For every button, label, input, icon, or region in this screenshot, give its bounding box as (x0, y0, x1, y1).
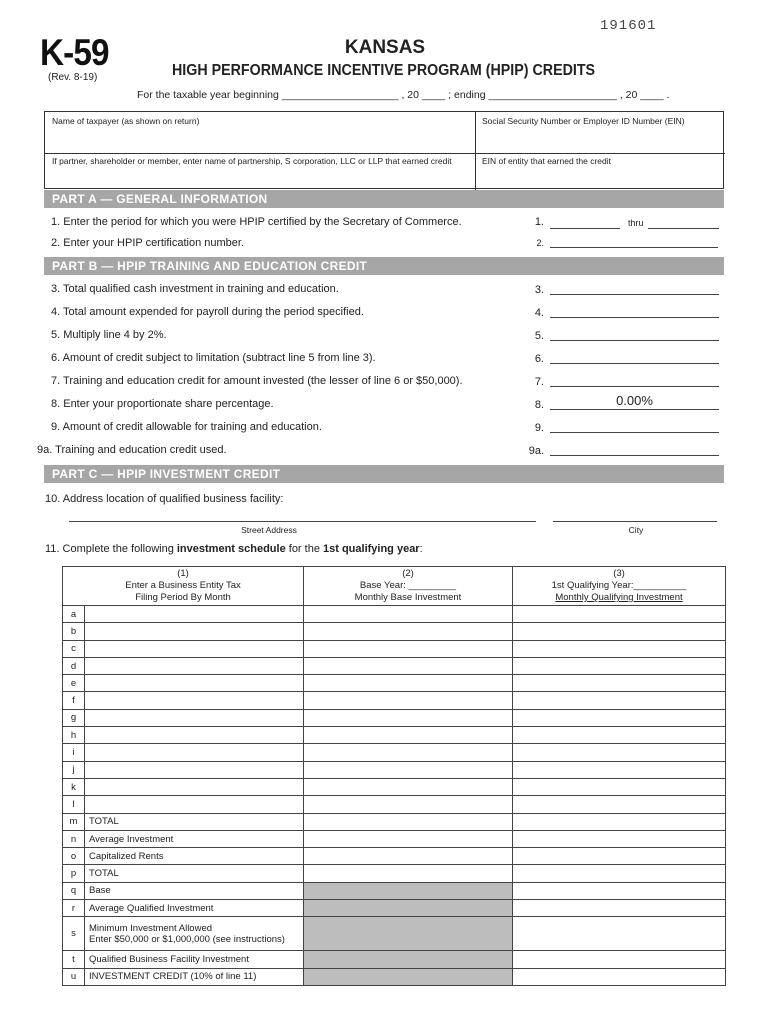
line-8-label: 8. Enter your proportionate share percentage. (51, 398, 274, 410)
qualifying-investment-cell[interactable] (513, 640, 726, 657)
col3-header: (3) 1st Qualifying Year:__________ Monthly Qualifying Investment (513, 567, 726, 606)
row-label[interactable] (85, 727, 304, 744)
base-investment-cell (304, 917, 513, 951)
line-9-number: 9. (534, 422, 544, 434)
row-letter: d (63, 657, 85, 674)
table-row (63, 709, 726, 726)
base-investment-cell[interactable] (304, 623, 513, 640)
line-9a-input[interactable] (550, 455, 719, 456)
form-number: K-59 (40, 32, 109, 73)
table-row (63, 796, 726, 813)
part-b-heading: PART B — HPIP TRAINING AND EDUCATION CREDIT (44, 257, 724, 275)
line-8-input[interactable] (550, 409, 719, 410)
table-row (63, 900, 726, 917)
table-row (63, 848, 726, 865)
row-letter: h (63, 727, 85, 744)
qualifying-investment-cell[interactable] (513, 692, 726, 709)
row-letter: r (63, 900, 85, 917)
base-investment-cell (304, 882, 513, 899)
base-investment-cell[interactable] (304, 709, 513, 726)
qualifying-investment-cell[interactable] (513, 761, 726, 778)
base-investment-cell[interactable] (304, 606, 513, 623)
qualifying-investment-cell[interactable] (513, 778, 726, 795)
table-row (63, 882, 726, 899)
investment-schedule-table (62, 566, 726, 986)
base-investment-cell[interactable] (304, 657, 513, 674)
base-investment-cell[interactable] (304, 813, 513, 830)
base-investment-cell[interactable] (304, 761, 513, 778)
row-label: Average Investment (85, 830, 304, 847)
line-3-input[interactable] (550, 294, 719, 295)
table-row (63, 623, 726, 640)
city-label: City (628, 525, 644, 535)
street-address-label: Street Address (241, 525, 297, 535)
row-letter: n (63, 830, 85, 847)
row-label[interactable] (85, 606, 304, 623)
line-10-label: 10. Address location of qualified business facility: (45, 493, 284, 505)
line-1-thru-input[interactable] (648, 228, 719, 229)
line-7-label: 7. Training and education credit for amount invested (the lesser of line 6 or $50,000). (51, 375, 463, 387)
line-7-input[interactable] (550, 386, 719, 387)
qualifying-investment-cell[interactable] (513, 830, 726, 847)
line-3-number: 3. (534, 284, 544, 296)
row-label: Capitalized Rents (85, 848, 304, 865)
row-label[interactable] (85, 692, 304, 709)
line-8-value[interactable]: 0.00% (616, 393, 653, 408)
row-label[interactable] (85, 761, 304, 778)
row-label (85, 917, 304, 951)
row-label: TOTAL (85, 865, 304, 882)
line-2-input[interactable] (550, 247, 718, 248)
qualifying-investment-cell[interactable] (513, 606, 726, 623)
qualifying-investment-cell[interactable] (513, 727, 726, 744)
line-6-input[interactable] (550, 363, 719, 364)
row-label: INVESTMENT CREDIT (10% of line 11) (85, 968, 304, 985)
row-letter: c (63, 640, 85, 657)
table-row (63, 640, 726, 657)
row-label[interactable] (85, 623, 304, 640)
row-letter: p (63, 865, 85, 882)
base-investment-cell[interactable] (304, 778, 513, 795)
col1-header: (1) Enter a Business Entity Tax Filing Period By Month (63, 567, 304, 606)
row-label[interactable] (85, 657, 304, 674)
qualifying-investment-cell[interactable] (513, 813, 726, 830)
row-letter: b (63, 623, 85, 640)
base-investment-cell[interactable] (304, 692, 513, 709)
street-address-input[interactable] (69, 521, 536, 522)
line-4-input[interactable] (550, 317, 719, 318)
table-row (63, 606, 726, 623)
table-row (63, 813, 726, 830)
row-label-line2: Enter $50,000 or $1,000,000 (see instructions) (89, 933, 285, 945)
taxpayer-info-box (44, 111, 724, 189)
line-1-number: 1. (534, 216, 544, 228)
row-letter: k (63, 778, 85, 795)
state-name: KANSAS (344, 37, 426, 58)
table-row (63, 951, 726, 968)
row-label-line1: Minimum Investment Allowed (89, 922, 213, 934)
base-investment-cell (304, 900, 513, 917)
line-5-input[interactable] (550, 340, 719, 341)
line-6-number: 6. (534, 353, 544, 365)
qualifying-investment-cell[interactable] (513, 865, 726, 882)
part-c-heading: PART C — HPIP INVESTMENT CREDIT (44, 465, 724, 483)
form-code: 191601 (600, 18, 657, 34)
qualifying-investment-cell[interactable] (513, 882, 726, 899)
line-6-label: 6. Amount of credit subject to limitation (subtract line 5 from line 3). (51, 352, 376, 364)
table-row (63, 865, 726, 882)
table-row (63, 657, 726, 674)
col2-header: (2) Base Year: _________ Monthly Base Investment (304, 567, 513, 606)
base-investment-cell[interactable] (304, 830, 513, 847)
row-label[interactable] (85, 709, 304, 726)
revision-date: (Rev. 8-19) (48, 72, 98, 83)
row-letter: j (63, 761, 85, 778)
table-row (63, 917, 726, 951)
part-a-heading: PART A — GENERAL INFORMATION (44, 190, 724, 208)
table-row (63, 778, 726, 795)
base-investment-cell[interactable] (304, 796, 513, 813)
table-row (63, 744, 726, 761)
ssn-ein-field[interactable]: Social Security Number or Employer ID Number (EIN) (482, 116, 685, 126)
row-label[interactable] (85, 744, 304, 761)
line-7-number: 7. (534, 376, 544, 388)
row-letter: e (63, 675, 85, 692)
line-4-number: 4. (534, 307, 544, 319)
row-letter: q (63, 882, 85, 899)
line-1-label: 1. Enter the period for which you were HPIP certified by the Secretary of Commerce. (51, 216, 462, 228)
row-label: Base (85, 882, 304, 899)
row-label: Qualified Business Facility Investment (85, 951, 304, 968)
table-row (63, 675, 726, 692)
line-3-label: 3. Total qualified cash investment in training and education. (51, 283, 339, 295)
row-letter: u (63, 968, 85, 985)
base-investment-cell (304, 968, 513, 985)
base-investment-cell[interactable] (304, 640, 513, 657)
qualifying-investment-cell[interactable] (513, 796, 726, 813)
line-2-label: 2. Enter your HPIP certification number. (51, 237, 244, 249)
base-investment-cell[interactable] (304, 727, 513, 744)
qualifying-investment-cell[interactable] (513, 657, 726, 674)
line-9-input[interactable] (550, 432, 719, 433)
qualifying-investment-cell[interactable] (513, 900, 726, 917)
row-label: Average Qualified Investment (85, 900, 304, 917)
thru-label: thru (628, 218, 644, 228)
base-investment-cell[interactable] (304, 675, 513, 692)
table-row (63, 761, 726, 778)
tax-year-line: For the taxable year beginning ____________________ , 20 ____ ; ending ______________________ , 20 ____ . (137, 89, 670, 101)
qualifying-investment-cell[interactable] (513, 848, 726, 865)
base-investment-cell[interactable] (304, 848, 513, 865)
partner-entity-name-field[interactable]: If partner, shareholder or member, enter name of partnership, S corporation, LLC or LLP that earned credit (52, 156, 452, 166)
table-row (63, 692, 726, 709)
row-label[interactable] (85, 675, 304, 692)
row-label[interactable] (85, 640, 304, 657)
form-title: HIGH PERFORMANCE INCENTIVE PROGRAM (HPIP) CREDITS (172, 62, 596, 79)
row-letter: m (63, 813, 85, 830)
row-letter: s (63, 917, 85, 951)
qualifying-investment-cell[interactable] (513, 623, 726, 640)
table-row (63, 727, 726, 744)
row-letter: l (63, 796, 85, 813)
row-label[interactable] (85, 796, 304, 813)
row-letter: t (63, 951, 85, 968)
line-9-label: 9. Amount of credit allowable for training and education. (51, 421, 322, 433)
line-9a-number: 9a. (528, 445, 544, 457)
qualifying-investment-cell[interactable] (513, 744, 726, 761)
line-2-number: 2. (536, 238, 544, 248)
line-5-number: 5. (534, 330, 544, 342)
taxpayer-name-field[interactable]: Name of taxpayer (as shown on return) (52, 116, 200, 126)
row-label: TOTAL (85, 813, 304, 830)
base-investment-cell[interactable] (304, 744, 513, 761)
city-input[interactable] (553, 521, 717, 522)
row-letter: i (63, 744, 85, 761)
row-letter: o (63, 848, 85, 865)
row-label[interactable] (85, 778, 304, 795)
row-letter: a (63, 606, 85, 623)
line-9a-label: 9a. Training and education credit used. (37, 444, 227, 456)
base-investment-cell[interactable] (304, 865, 513, 882)
line-8-number: 8. (534, 399, 544, 411)
line-4-label: 4. Total amount expended for payroll during the period specified. (51, 306, 364, 318)
qualifying-investment-cell[interactable] (513, 709, 726, 726)
entity-ein-field[interactable]: EIN of entity that earned the credit (482, 156, 611, 166)
row-letter: g (63, 709, 85, 726)
qualifying-investment-cell[interactable] (513, 951, 726, 968)
table-row (63, 830, 726, 847)
base-investment-cell (304, 951, 513, 968)
line-1-from-input[interactable] (550, 228, 620, 229)
qualifying-investment-cell[interactable] (513, 675, 726, 692)
qualifying-investment-cell[interactable] (513, 968, 726, 985)
table-row (63, 968, 726, 985)
qualifying-investment-cell[interactable] (513, 917, 726, 951)
line-5-label: 5. Multiply line 4 by 2%. (51, 329, 167, 341)
line-11-label: 11. Complete the following investment schedule for the 1st qualifying year: (45, 543, 423, 555)
row-letter: f (63, 692, 85, 709)
